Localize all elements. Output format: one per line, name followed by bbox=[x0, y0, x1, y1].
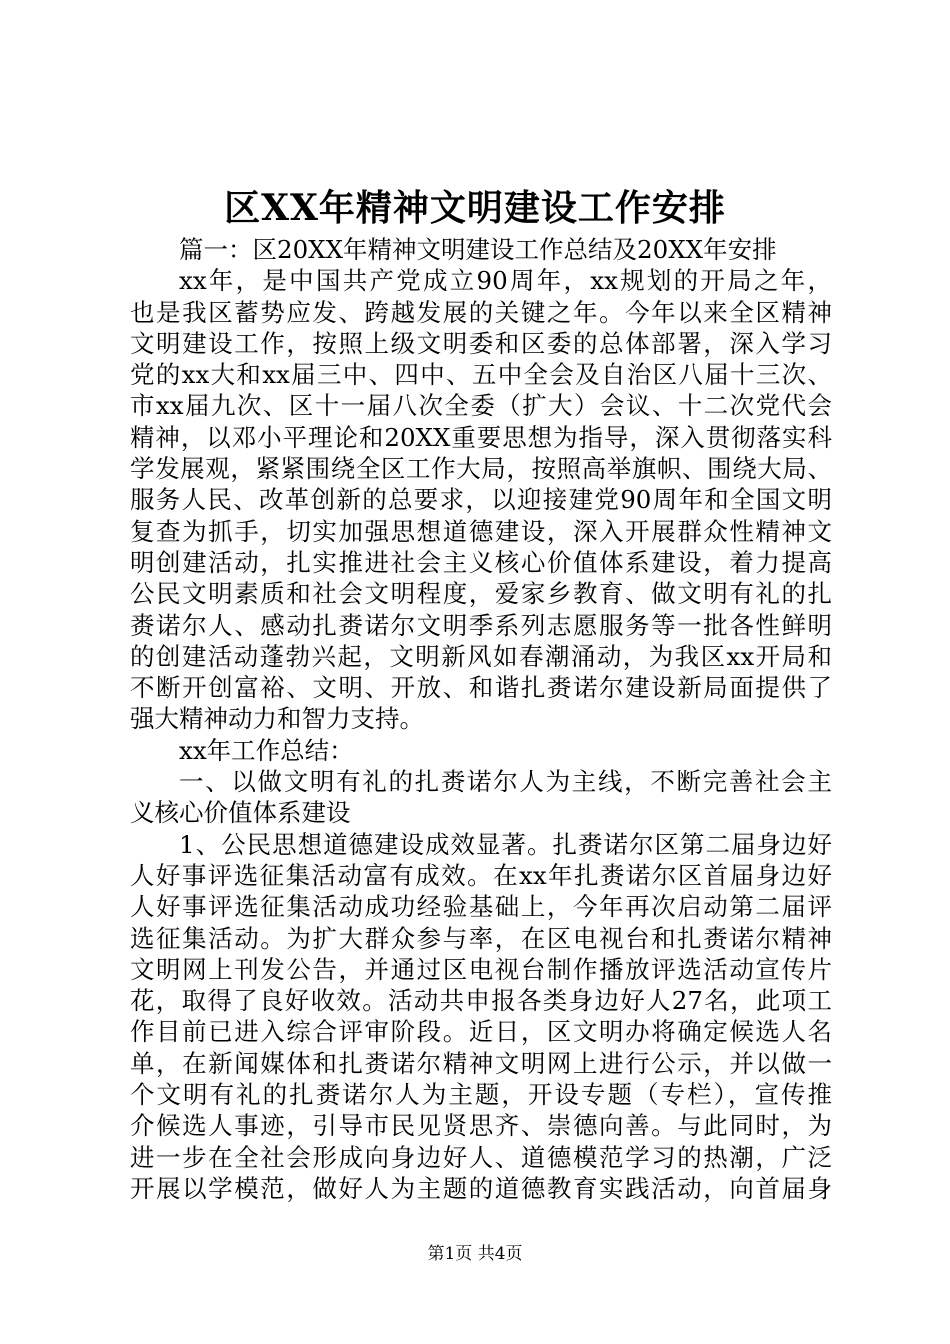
text-line: 学发展观，紧紧围绕全区工作大局，按照高举旗帜、围绕大局、 bbox=[130, 454, 832, 484]
text-line: 赉诺尔人、感动扎赉诺尔文明季系列志愿服务等一批各性鲜明 bbox=[130, 610, 832, 640]
text-line: 市xx届九次、区十一届八次全委（扩大）会议、十二次党代会 bbox=[130, 391, 832, 421]
text-line: 不断开创富裕、文明、开放、和谐扎赉诺尔建设新局面提供了 bbox=[130, 673, 832, 703]
text-line: 个文明有礼的扎赉诺尔人为主题，开设专题（专栏），宣传推 bbox=[130, 1080, 832, 1110]
text-line: 人好事评选征集活动富有成效。在xx年扎赉诺尔区首届身边好 bbox=[130, 860, 832, 890]
text-line: 一、以做文明有礼的扎赉诺尔人为主线，不断完善社会主 bbox=[179, 767, 832, 797]
page-footer: 第1页 共4页 bbox=[427, 1244, 523, 1264]
text-line: xx年，是中国共产党成立90周年，xx规划的开局之年， bbox=[179, 266, 832, 296]
text-line: 复查为抓手，切实加强思想道德建设，深入开展群众性精神文 bbox=[130, 516, 832, 546]
text-line: 也是我区蓄势应发、跨越发展的关键之年。今年以来全区精神 bbox=[130, 297, 832, 327]
text-line: 党的xx大和xx届三中、四中、五中全会及自治区八届十三次、 bbox=[130, 360, 832, 390]
document-title: 区XX年精神文明建设工作安排 bbox=[224, 187, 726, 229]
text-line: 的创建活动蓬勃兴起，文明新风如春潮涌动，为我区xx开局和 bbox=[130, 641, 832, 671]
text-line: 花，取得了良好收效。活动共申报各类身边好人27名，此项工 bbox=[130, 986, 832, 1016]
text-line: 明创建活动，扎实推进社会主义核心价值体系建设，着力提高 bbox=[130, 547, 832, 577]
text-line: 义核心价值体系建设 bbox=[130, 798, 351, 828]
text-line: 介候选人事迹，引导市民见贤思齐、崇德向善。与此同时，为 bbox=[130, 1111, 832, 1141]
text-line: 精神，以邓小平理论和20XX重要思想为指导，深入贯彻落实科 bbox=[130, 422, 832, 452]
text-line: 文明建设工作，按照上级文明委和区委的总体部署，深入学习 bbox=[130, 328, 832, 358]
text-line: 服务人民、改革创新的总要求，以迎接建党90周年和全国文明 bbox=[130, 485, 832, 515]
text-line: 公民文明素质和社会文明程度，爱家乡教育、做文明有礼的扎 bbox=[130, 579, 832, 609]
text-line: 1、公民思想道德建设成效显著。扎赉诺尔区第二届身边好 bbox=[179, 829, 832, 859]
text-line: 选征集活动。为扩大群众参与率，在区电视台和扎赉诺尔精神 bbox=[130, 923, 832, 953]
text-line: xx年工作总结： bbox=[179, 735, 354, 765]
text-line: 作目前已进入综合评审阶段。近日，区文明办将确定候选人名 bbox=[130, 1017, 832, 1047]
text-line: 篇一：区20XX年精神文明建设工作总结及20XX年安排 bbox=[179, 235, 777, 264]
text-line: 强大精神动力和智力支持。 bbox=[130, 704, 424, 734]
text-line: 进一步在全社会形成向身边好人、道德模范学习的热潮，广泛 bbox=[130, 1142, 832, 1172]
text-line: 文明网上刊发公告，并通过区电视台制作播放评选活动宣传片 bbox=[130, 954, 832, 984]
text-line: 单，在新闻媒体和扎赉诺尔精神文明网上进行公示，并以做一 bbox=[130, 1048, 832, 1078]
text-line: 人好事评选征集活动成功经验基础上，今年再次启动第二届评 bbox=[130, 892, 832, 922]
text-line: 开展以学模范，做好人为主题的道德教育实践活动，向首届身 bbox=[130, 1173, 832, 1203]
document-body bbox=[130, 234, 832, 1204]
